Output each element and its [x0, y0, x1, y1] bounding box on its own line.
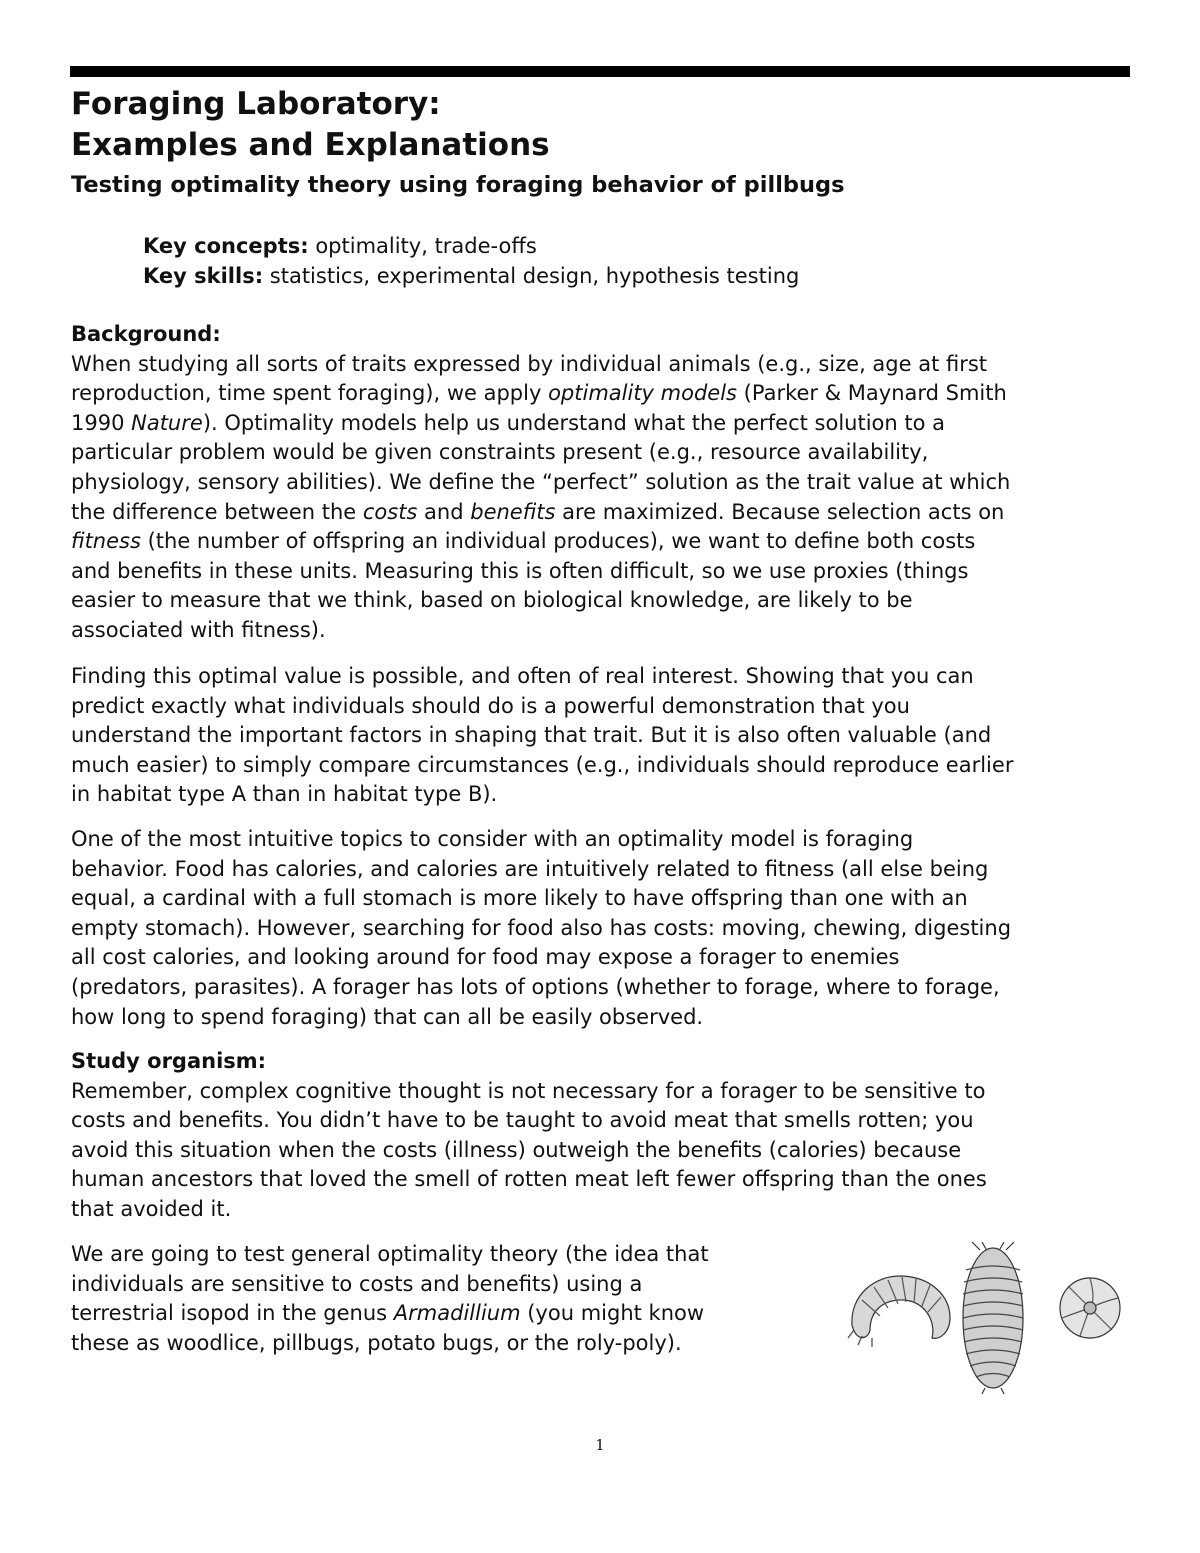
- background-section: [71, 320, 1141, 646]
- paragraph-line: particular problem would be given constraints present (e.g., resource availability,: [71, 440, 929, 465]
- paragraph-line: reproduction, time spent foraging), we apply optimality models (Parker & Maynard Smith: [71, 381, 1007, 406]
- key-concepts: [143, 231, 537, 261]
- title-line-1: Foraging Laboratory:: [71, 86, 441, 122]
- paragraph-line: in habitat type A than in habitat type B).: [71, 782, 498, 807]
- paragraph-line: empty stomach). However, searching for food also has costs: moving, chewing, digesting: [71, 915, 1012, 940]
- paragraph-line: equal, a cardinal with a full stomach is more likely to have offspring than one with an: [71, 886, 968, 911]
- background-paragraph-3: [71, 825, 1141, 1032]
- armadillium-term: Armadillium: [393, 1301, 521, 1326]
- nature-journal-term: Nature: [131, 410, 203, 435]
- paragraph-line: avoid this situation when the costs (illness) outweigh the benefits (calories) because: [71, 1137, 962, 1162]
- paragraph-line: Finding this optimal value is possible, and often of real interest. Showing that you can: [71, 664, 974, 688]
- optimality-models-term: optimality models: [548, 381, 737, 406]
- study-organism-heading: Study organism:: [71, 1049, 267, 1073]
- study-organism-section: [71, 1047, 1141, 1225]
- paragraph-line: We are going to test general optimality theory (the idea that: [71, 1242, 709, 1266]
- paragraph-line: much easier) to simply compare circumstances (e.g., individuals should reproduce earlier: [71, 752, 1014, 777]
- benefits-term: benefits: [470, 499, 556, 524]
- paragraph-line: associated with fitness).: [71, 617, 326, 642]
- background-heading: Background:: [71, 322, 221, 346]
- background-paragraph-2: [71, 662, 1141, 810]
- paragraph-line: how long to spend foraging) that can all be easily observed.: [71, 1004, 704, 1029]
- paragraph-line: that avoided it.: [71, 1196, 232, 1221]
- pillbug-dorsal-view: [963, 1242, 1023, 1394]
- pillbug-rolled-ball-view: [1060, 1278, 1120, 1338]
- key-concepts-label: Key concepts:: [143, 234, 309, 258]
- paragraph-line: terrestrial isopod in the genus Armadillium (you might know: [71, 1301, 705, 1326]
- costs-term: costs: [362, 499, 418, 524]
- paragraph-line: all cost calories, and looking around for food may expose a forager to enemies: [71, 945, 900, 970]
- paragraph-line: human ancestors that loved the smell of rotten meat left fewer offspring than the ones: [71, 1167, 987, 1192]
- paragraph-line: these as woodlice, pillbugs, potato bugs, or the roly-poly).: [71, 1330, 682, 1355]
- key-skills-value: statistics, experimental design, hypothesis testing: [263, 264, 800, 288]
- top-rule: [70, 66, 1130, 77]
- paragraph-line: costs and benefits. You didn’t have to be taught to avoid meat that smells rotten; you: [71, 1108, 974, 1133]
- paragraph-line: One of the most intuitive topics to consider with an optimality model is foraging: [71, 827, 914, 851]
- study-organism-paragraph-2: [71, 1240, 811, 1358]
- paragraph-line: (predators, parasites). A forager has lots of options (whether to forage, where to forage,: [71, 974, 1000, 999]
- document-title: [71, 84, 550, 166]
- paragraph-line: Remember, complex cognitive thought is not necessary for a forager to be sensitive to: [71, 1078, 986, 1103]
- key-concepts-value: optimality, trade-offs: [308, 234, 537, 258]
- page-number: 1: [595, 1436, 605, 1454]
- paragraph-line: fitness (the number of offspring an individual produces), we want to define both costs: [71, 529, 976, 554]
- paragraph-line: predict exactly what individuals should do is a powerful demonstration that you: [71, 693, 910, 718]
- pillbug-illustration: [840, 1240, 1130, 1395]
- key-skills: [143, 261, 799, 291]
- paragraph-line: easier to measure that we think, based on biological knowledge, are likely to be: [71, 588, 913, 613]
- paragraph-line: understand the important factors in shaping that trait. But it is also often valuable (and: [71, 723, 992, 748]
- document-subtitle: Testing optimality theory using foraging behavior of pillbugs: [71, 172, 845, 198]
- paragraph-line: individuals are sensitive to costs and benefits) using a: [71, 1271, 643, 1296]
- title-line-2: Examples and Explanations: [71, 127, 550, 163]
- paragraph-line: When studying all sorts of traits expressed by individual animals (e.g., size, age at first: [71, 351, 988, 376]
- paragraph-line: and benefits in these units. Measuring this is often difficult, so we use proxies (things: [71, 558, 969, 583]
- key-skills-label: Key skills:: [143, 264, 264, 288]
- paragraph-line: 1990 Nature). Optimality models help us understand what the perfect solution to a: [71, 410, 945, 435]
- fitness-term: fitness: [71, 529, 141, 554]
- pillbug-curled-side-view: [848, 1276, 950, 1347]
- paragraph-line: behavior. Food has calories, and calories are intuitively related to fitness (all else being: [71, 856, 989, 881]
- paragraph-line: the difference between the costs and benefits are maximized. Because selection acts on: [71, 499, 1005, 524]
- paragraph-line: physiology, sensory abilities). We define the “perfect” solution as the trait value at which: [71, 469, 1011, 494]
